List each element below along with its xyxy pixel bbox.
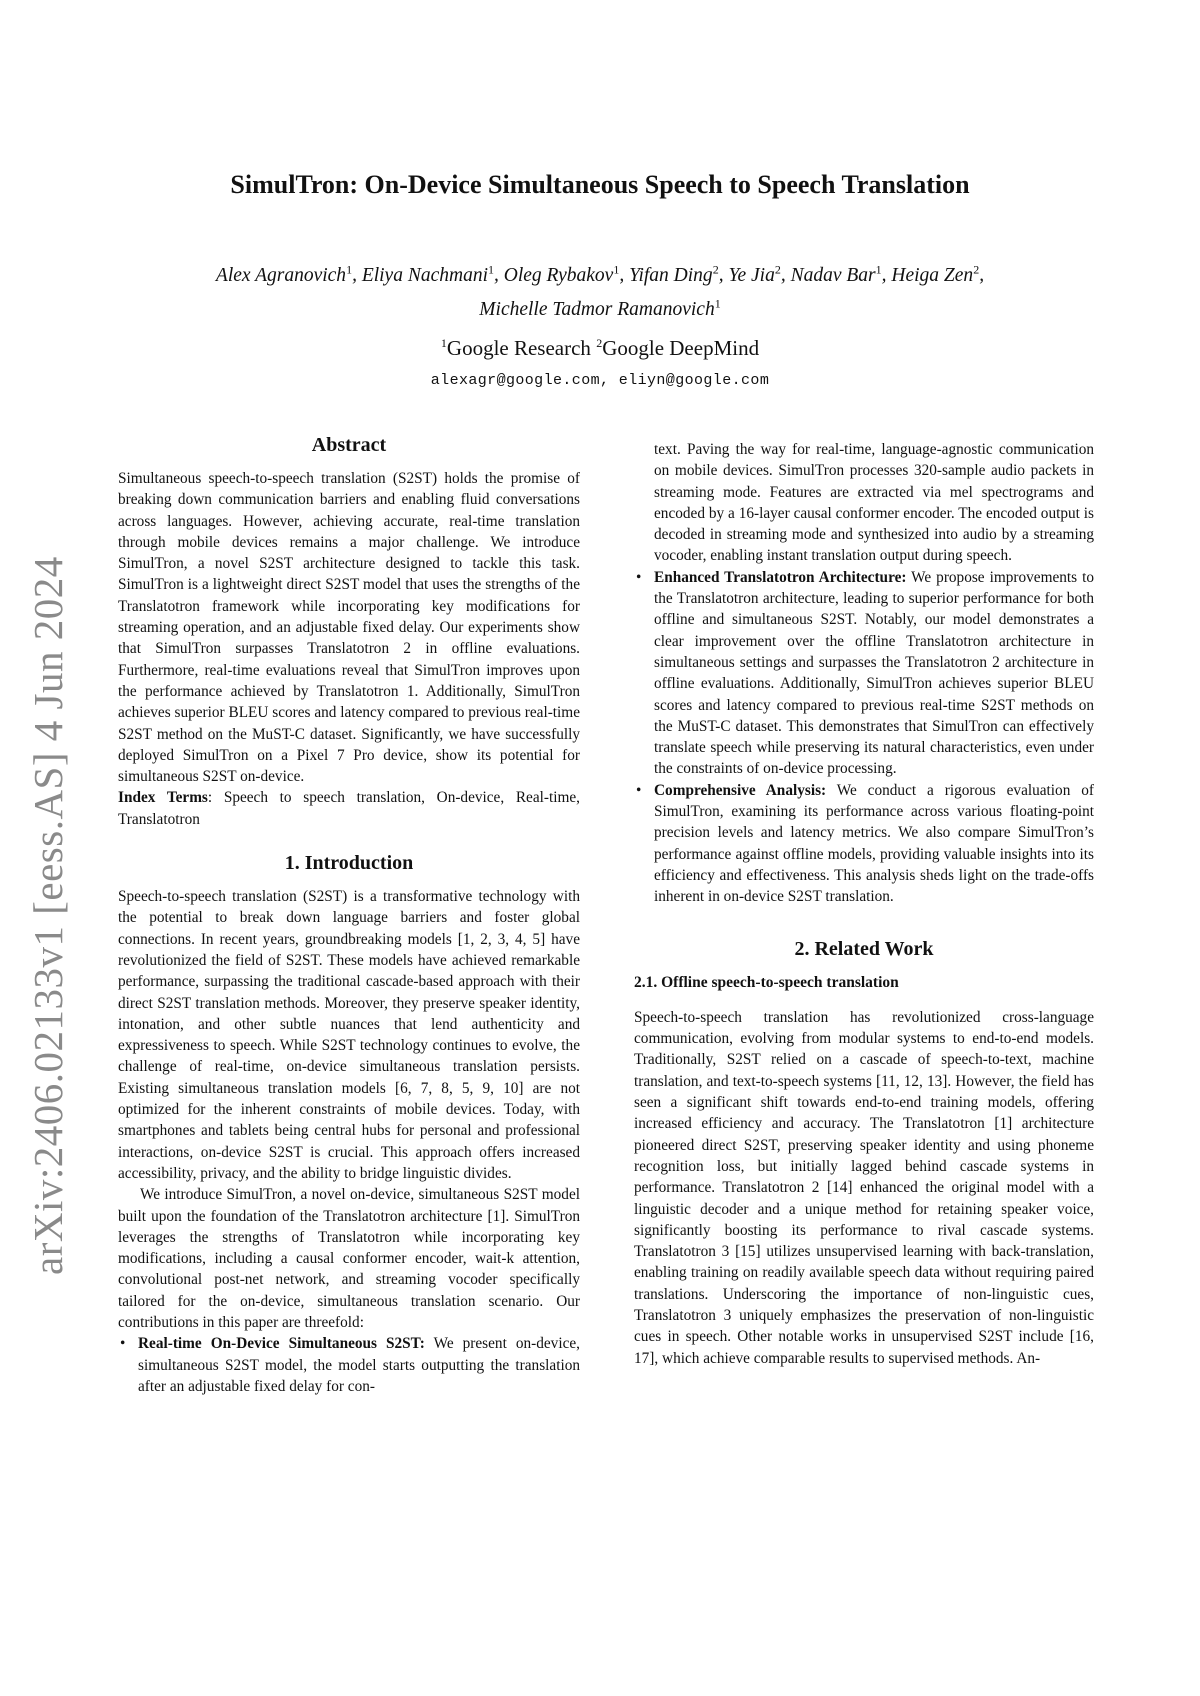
author: Nadav Bar$^1$ <box>790 262 882 286</box>
contribution-item: • Enhanced Translatotron Architecture: We propose improvements to the Translatotron architecture, leading to superior performance for both offline and simultaneous S2ST. Notably, our model demonstrates a clear improvement over the offline Translatotron architecture in simultaneous settings and surpasses the Translatotron 2 architecture in offline evaluations. Additionally, SimulTron achieves superior BLEU scores and latency compared to previous real-time S2ST methods on the MuST-C dataset. This demonstrates that SimulTron can effectively translate speech while preserving its natural characteristics, even under the constraints of on-device processing. <box>634 567 1094 780</box>
contribution-item: • Comprehensive Analysis: We conduct a rigorous evaluation of SimulTron, examining its performance across various floating-point precision levels and latency metrics. We also compare SimulTron’s performance against offline models, providing valuable insights into its efficiency and effectiveness. This analysis sheds light on the trade-offs inherent in on-device S2ST translation. <box>634 780 1094 908</box>
paper-title: SimulTron: On-Device Simultaneous Speech to Speech Translation <box>230 170 970 199</box>
introduction-heading: 1. Introduction <box>284 852 414 875</box>
author: Oleg Rybakov$^1$ <box>503 262 620 286</box>
author: Michelle Tadmor Ramanovich$^1$ <box>479 296 721 320</box>
contributions-list-continued <box>634 439 1094 908</box>
arxiv-identifier-stamp: arXiv:2406.02133v1 [eess.AS] 4 Jun 2024 <box>25 556 71 1275</box>
author-list: Alex Agranovich$^1$, Eliya Nachmani$^1$, Oleg Rybakov$^1$, Yifan Ding$^2$, Ye Jia$^2$, Nadav Bar$^1$, Heiga Zen$^2$, Michelle Tadmor Ramanovich$^1$ <box>215 262 985 320</box>
right-column <box>634 439 1094 1369</box>
contributions-list <box>118 1333 580 1397</box>
contribution-item: • Real-time On-Device Simultaneous S2ST: We present on-device, simultaneous S2ST model, the model starts outputting the translation after an adjustable fixed delay for con- <box>118 1333 580 1397</box>
author: Ye Jia$^2$ <box>728 262 781 286</box>
related-work-heading: 2. Related Work <box>794 937 934 960</box>
index-terms-label: Index Terms <box>118 789 208 807</box>
index-terms: Index Terms: Speech to speech translation, On-device, Real-time, Translatotron <box>118 789 580 828</box>
related-work-text: Speech-to-speech translation has revolutionized cross-language communication, evolving from modular systems to end-to-end models. Traditionally, S2ST relied on a cascade of speech-to-text, machine translation, and text-to-speech systems [11, 12, 13]. However, the field has seen a significant shift towards end-to-end training models, offering increased efficiency and accuracy. The Translatotron [1] architecture pioneered direct S2ST, preserving speaker identity and using phoneme recognition loss, but initially lagged behind cascade systems in performance. Translatotron 2 [14] enhanced the original model with a linguistic decoder and a unique method for retaining speaker voice, significantly boosting its performance to rival cascade systems. Translatotron 3 [15] utilizes unsupervised learning with back-translation, enabling training on readily available speech data without requiring paired translations. Underscoring the importance of non-linguistic cues, Translatotron 3 uniquely emphasizes the preservation of non-linguistic cues in speech. Other notable works in unsupervised S2ST include [16, 17], which achieve comparable results to supervised methods. An- <box>634 1008 1094 1367</box>
affiliations: $^1$Google Research $^2$Google DeepMind <box>440 336 760 360</box>
abstract-text: Simultaneous speech-to-speech translation (S2ST) holds the promise of breaking down communication barriers and enabling fluid conversations across languages. However, achieving accurate, real-time translation through mobile devices remains a major challenge. We introduce SimulTron, a novel S2ST architecture designed to tackle this task. SimulTron is a lightweight direct S2ST model that uses the strengths of the Translatotron framework while incorporating key modifications for streaming operation, and an adjustable fixed delay. Our experiments show that SimulTron surpasses Translatotron 2 in offline evaluations. Furthermore, real-time evaluations reveal that SimulTron improves upon the performance achieved by Translatotron 1. Additionally, SimulTron achieves superior BLEU scores and latency compared to previous real-time S2ST method on the MuST-C dataset. Significantly, we have successfully deployed SimulTron on a Pixel 7 Pro device, show its potential for simultaneous S2ST on-device. <box>118 470 580 786</box>
abstract-heading: Abstract <box>311 434 387 456</box>
subsection-heading: 2.1. Offline speech-to-speech translation <box>634 973 899 991</box>
intro-paragraph: We introduce SimulTron, a novel on-device, simultaneous S2ST model built upon the foundation of the Translatotron architecture [1]. SimulTron leverages the strengths of Translatotron while incorporating key modifications, including a causal conformer encoder, wait-k attention, convolutional post-net network, and streaming vocoder specifically tailored for the on-device, simultaneous translation scenario. Our contributions in this paper are threefold: <box>118 1186 580 1331</box>
author: Alex Agranovich$^1$ <box>215 262 353 286</box>
contribution-item-continued: text. Paving the way for real-time, language-agnostic communication on mobile devices. SimulTron processes 320-sample audio packets in streaming mode. Features are extracted via mel spectrograms and encoded by a 16-layer causal conformer encoder. The encoded output is decoded in streaming mode and synthesized into audio by a streaming vocoder, enabling instant translation output during speech. <box>654 441 1094 565</box>
author: Eliya Nachmani$^1$ <box>361 262 495 286</box>
author-emails: alexagr@google.com, eliyn@google.com <box>430 372 770 389</box>
author: Heiga Zen$^2$ <box>891 262 980 286</box>
intro-paragraph: Speech-to-speech translation (S2ST) is a transformative technology with the potential to break down language barriers and foster global connections. In recent years, groundbreaking models [1, 2, 3, 4, 5] have revolutionized the field of S2ST. These models have achieved remarkable performance, surpassing the traditional cascade-based approach with their direct S2ST translation methods. Moreover, they preserve speaker identity, intonation, and other subtle nuances that lend authenticity and expressiveness to speech. While S2ST technology continues to evolve, the challenge of real-time, on-device simultaneous translation persists. Existing simultaneous translation models [6, 7, 8, 5, 9, 10] are not optimized for the inherent constraints of mobile devices. Today, with smartphones and tablets being central hubs for personal and professional interactions, on-device S2ST is crucial. This approach offers increased accessibility, privacy, and the ability to bridge linguistic divides. <box>118 888 580 1182</box>
author: Yifan Ding$^2$ <box>629 262 719 286</box>
left-column <box>118 432 580 1397</box>
